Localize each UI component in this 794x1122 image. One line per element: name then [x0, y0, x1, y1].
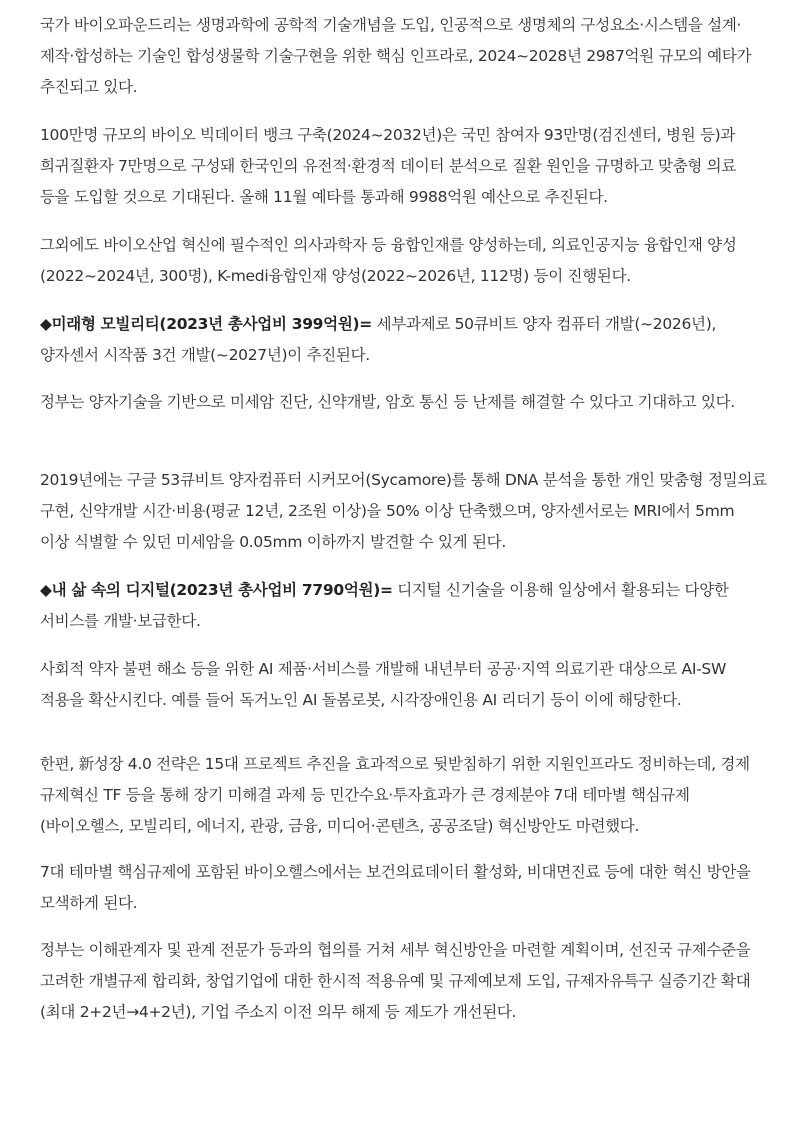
paragraph-digital-life: [40, 575, 768, 637]
paragraph-future-mobility: [40, 309, 768, 371]
paragraph-ai-services: 사회적 약자 불편 해소 등을 위한 AI 제품·서비스를 개발해 내년부터 공공·지역 의료기관 대상으로 AI-SW 적용을 확산시킨다. 예를 들어 독거노인 AI 돌봄로봇, 시각장애인용 AI 리더기 등이 이에 해당한다.: [40, 660, 726, 709]
paragraph-regulation-improvement: 정부는 이해관계자 및 관계 전문가 등과의 협의를 거쳐 세부 혁신방안을 마련할 계획이며, 선진국 규제수준을 고려한 개별규제 합리화, 창업기업에 대한 한시적 적용유예 및 규제예보제 도입, 규제자유특구 실증기간 확대(최대 2+2년→4+2년), 기업 주소지 이전 의무 해제 등 제도가 개선된다.: [40, 941, 751, 1021]
section-heading-future-mobility: ◆미래형 모빌리티(2023년 총사업비 399억원)=: [40, 315, 372, 333]
paragraph-text: 세부과제로 50큐비트 양자 컴퓨터 개발(~2026년), 양자센서 시작품 3건 개발(~2027년)이 추진된다.: [40, 315, 717, 364]
paragraph-biofoundry: 국가 바이오파운드리는 생명과학에 공학적 기술개념을 도입, 인공적으로 생명체의 구성요소·시스템을 설계·제작·합성하는 기술인 합성생물학 기술구현을 위한 핵심 인프라로, 2024~2028년 2987억원 규모의 예타가 추진되고 있다.: [40, 16, 752, 96]
paragraph-quantum-sycamore: 2019년에는 구글 53큐비트 양자컴퓨터 시커모어(Sycamore)를 통해 DNA 분석을 통한 개인 맞춤형 정밀의료 구현, 신약개발 시간·비용(평균 12년, 2조원 이상)을 50% 이상 단축했으며, 양자센서로는 MRI에서 5mm 이상 식별할 수 있던 미세암을 0.05mm 이하까지 발견할 수 있게 된다.: [40, 471, 767, 551]
paragraph-text: 디지털 신기술을 이용해 일상에서 활용되는 다양한 서비스를 개발·보급한다.: [40, 581, 729, 630]
paragraph-convergence-talent: 그외에도 바이오산업 혁신에 필수적인 의사과학자 등 융합인재를 양성하는데, 의료인공지능 융합인재 양성(2022~2024년, 300명), K-medi융합인재 양성(2022~2026년, 112명) 등이 진행된다.: [40, 236, 737, 285]
paragraph-biohealth-regulation: 7대 테마별 핵심규제에 포함된 바이오헬스에서는 보건의료데이터 활성화, 비대면진료 등에 대한 혁신 방안을 모색하게 된다.: [40, 863, 751, 912]
paragraph-new-growth-strategy: 한편, 新성장 4.0 전략은 15대 프로젝트 추진을 효과적으로 뒷받침하기 위한 지원인프라도 정비하는데, 경제 규제혁신 TF 등을 통해 장기 미해결 과제 등 민간수요·투자효과가 큰 경제분야 7대 테마별 핵심규제(바이오헬스, 모빌리티, 에너지, 관광, 금융, 미디어·콘텐츠, 공공조달) 혁신방안도 마련했다.: [40, 755, 750, 835]
paragraph-bio-bigdata-bank: 100만명 규모의 바이오 빅데이터 뱅크 구축(2024~2032년)은 국민 참여자 93만명(검진센터, 병원 등)과 희귀질환자 7만명으로 구성돼 한국인의 유전적·환경적 데이터 분석으로 질환 원인을 규명하고 맞춤형 의료 등을 도입할 것으로 기대된다. 올해 11월 예타를 통과해 9988억원 예산으로 추진된다.: [40, 126, 737, 206]
paragraph-quantum-expectation: 정부는 양자기술을 기반으로 미세암 진단, 신약개발, 암호 통신 등 난제를 해결할 수 있다고 기대하고 있다.: [40, 393, 735, 411]
section-heading-digital-life: ◆내 삶 속의 디지털(2023년 총사업비 7790억원)=: [40, 581, 393, 599]
